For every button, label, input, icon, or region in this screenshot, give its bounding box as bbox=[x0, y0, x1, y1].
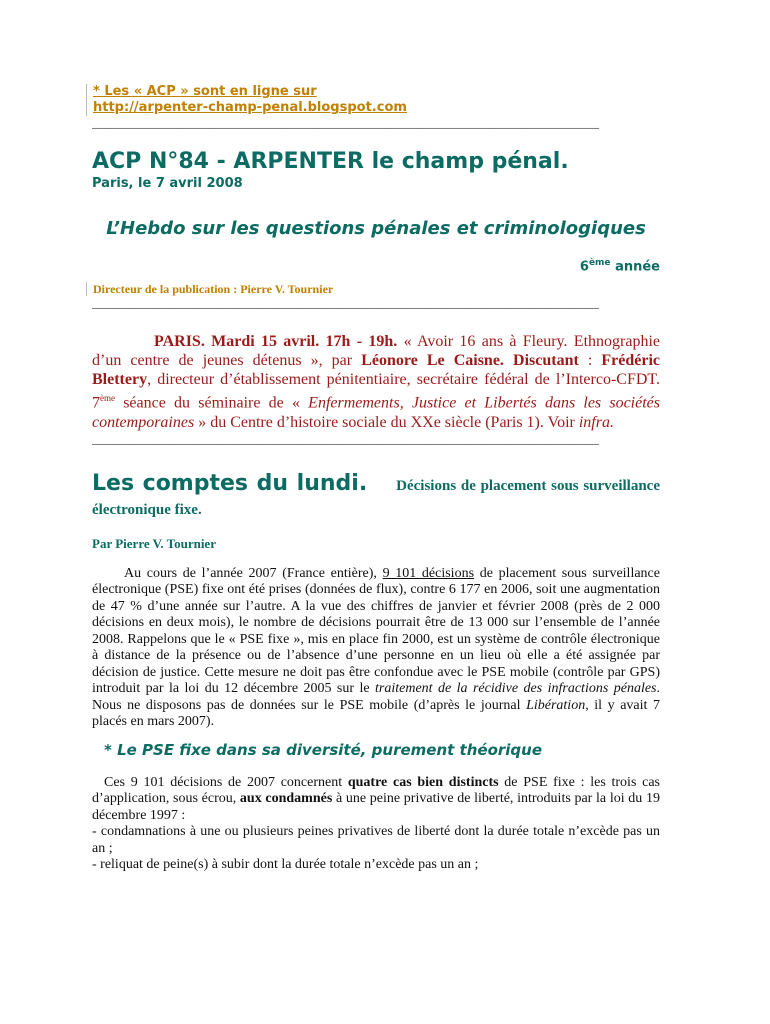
announce-text: : bbox=[578, 352, 602, 370]
section-heading bbox=[92, 472, 660, 522]
online-notice bbox=[86, 84, 660, 116]
publication-director: Directeur de la publication : Pierre V. Tournier bbox=[93, 282, 334, 297]
year-word: année bbox=[610, 259, 660, 275]
list-item: - condamnations à une ou plusieurs peines privatives de liberté dont la durée totale n’excède pas un an ; bbox=[92, 824, 660, 856]
paragraph bbox=[92, 775, 660, 825]
announce-text: » du Centre d’histoire sociale du XXe siècle (Paris 1). Voir bbox=[194, 413, 579, 431]
section-subtitle: Décisions de placement sous surveillance électronique fixe. bbox=[92, 477, 660, 518]
list-item: - reliquat de peine(s) à subir dont la durée totale n’excède pas un an ; bbox=[92, 857, 479, 873]
blog-link[interactable]: http://arpenter-champ-penal.blogspot.com bbox=[93, 100, 407, 115]
speaker-name: Léonore Le Caisne. bbox=[361, 352, 504, 370]
paragraph-text: . Nous ne disposons pas de données sur le PSE mobile (d’après le journal bbox=[92, 681, 660, 713]
online-notice-text: * Les « ACP » sont en ligne sur bbox=[93, 84, 317, 99]
paragraph-italic: traitement de la récidive des infractions pénales bbox=[375, 681, 657, 697]
page-title: ACP N°84 - ARPENTER le champ pénal. bbox=[92, 149, 569, 174]
divider: ______________________________________________________________________________ bbox=[92, 296, 599, 311]
announce-text: séance du séminaire de « bbox=[115, 394, 309, 412]
seminar-announcement bbox=[92, 332, 660, 431]
paragraph-text: Ces 9 101 décisions de 2007 concernent bbox=[104, 774, 348, 790]
discutant-label: Discutant bbox=[513, 352, 579, 370]
paragraph-text: de placement sous surveillance électronique (PSE) fixe ont été prises (données de flux), contre 6 177 en 2006, soit une augmentation de 47 % d’une année sur l’autre. A la vue des chiffres de janvier et février 2008 (près de 2 000 décisions en deux mois), le nombre de décisions pourrait être de 13 000 sur l’ensemble de l’année 2008. Rappelons que le « PSE fixe », mis en place fin 2000, est un système de contrôle électronique à distance de la présence ou de l’absence d’une personne en un lieu où elle a été assignée par décision de justice. Cette mesure ne doit pas être confondue avec le PSE mobile (contrôle par GPS) introduit par la loi du 12 décembre 2005 sur le bbox=[92, 565, 660, 697]
infra-ref: infra. bbox=[578, 413, 614, 431]
paragraph-bold: aux condamnés bbox=[239, 791, 333, 807]
paragraph-text: , il y avait 7 placés en mars 2007). bbox=[92, 697, 660, 730]
paragraph-bold: quatre cas bien distincts bbox=[347, 774, 499, 790]
section-title: Les comptes du lundi. bbox=[92, 470, 368, 496]
paragraph-text: de PSE fixe : les trois cas d’application, sous écrou, bbox=[92, 774, 660, 807]
paragraph-italic: Libération bbox=[526, 697, 586, 713]
article-author: Par Pierre V. Tournier bbox=[92, 535, 216, 551]
publication-subtitle: L’Hebdo sur les questions pénales et criminologiques bbox=[106, 218, 646, 239]
announce-lead: PARIS. Mardi 15 avril. 17h - 19h. bbox=[154, 333, 398, 351]
paragraph-text: Au cours de l’année 2007 (France entière), bbox=[124, 565, 383, 581]
discutant-name: Frédéric Blettery bbox=[92, 352, 661, 389]
year-badge bbox=[92, 258, 660, 274]
issue-date: Paris, le 7 avril 2008 bbox=[92, 176, 243, 191]
year-number: 6 bbox=[579, 259, 589, 275]
paragraph bbox=[92, 566, 660, 731]
announce-text: « Avoir 16 ans à Fleury. Ethnographie d’un centre de jeunes détenus », par bbox=[92, 333, 660, 370]
subheading: * Le PSE fixe dans sa diversité, purement théorique bbox=[104, 740, 543, 759]
seminar-title: Enfermements, Justice et Libertés dans les sociétés contemporaines bbox=[92, 394, 661, 431]
announce-sup: ème bbox=[100, 393, 115, 404]
paragraph-underline: 9 101 décisions bbox=[382, 565, 475, 581]
year-suffix: ème bbox=[588, 258, 611, 268]
paragraph-text: à une peine privative de liberté, introduits par la loi du 19 décembre 1997 : bbox=[92, 791, 660, 823]
divider: ______________________________________________________________________________ bbox=[92, 431, 599, 446]
announce-text: , directeur d’établissement pénitentiaire, secrétaire fédéral de l’Interco-CFDT. 7 bbox=[92, 371, 660, 412]
document-page bbox=[92, 84, 660, 874]
divider: ______________________________________________________________________________ bbox=[92, 116, 599, 130]
